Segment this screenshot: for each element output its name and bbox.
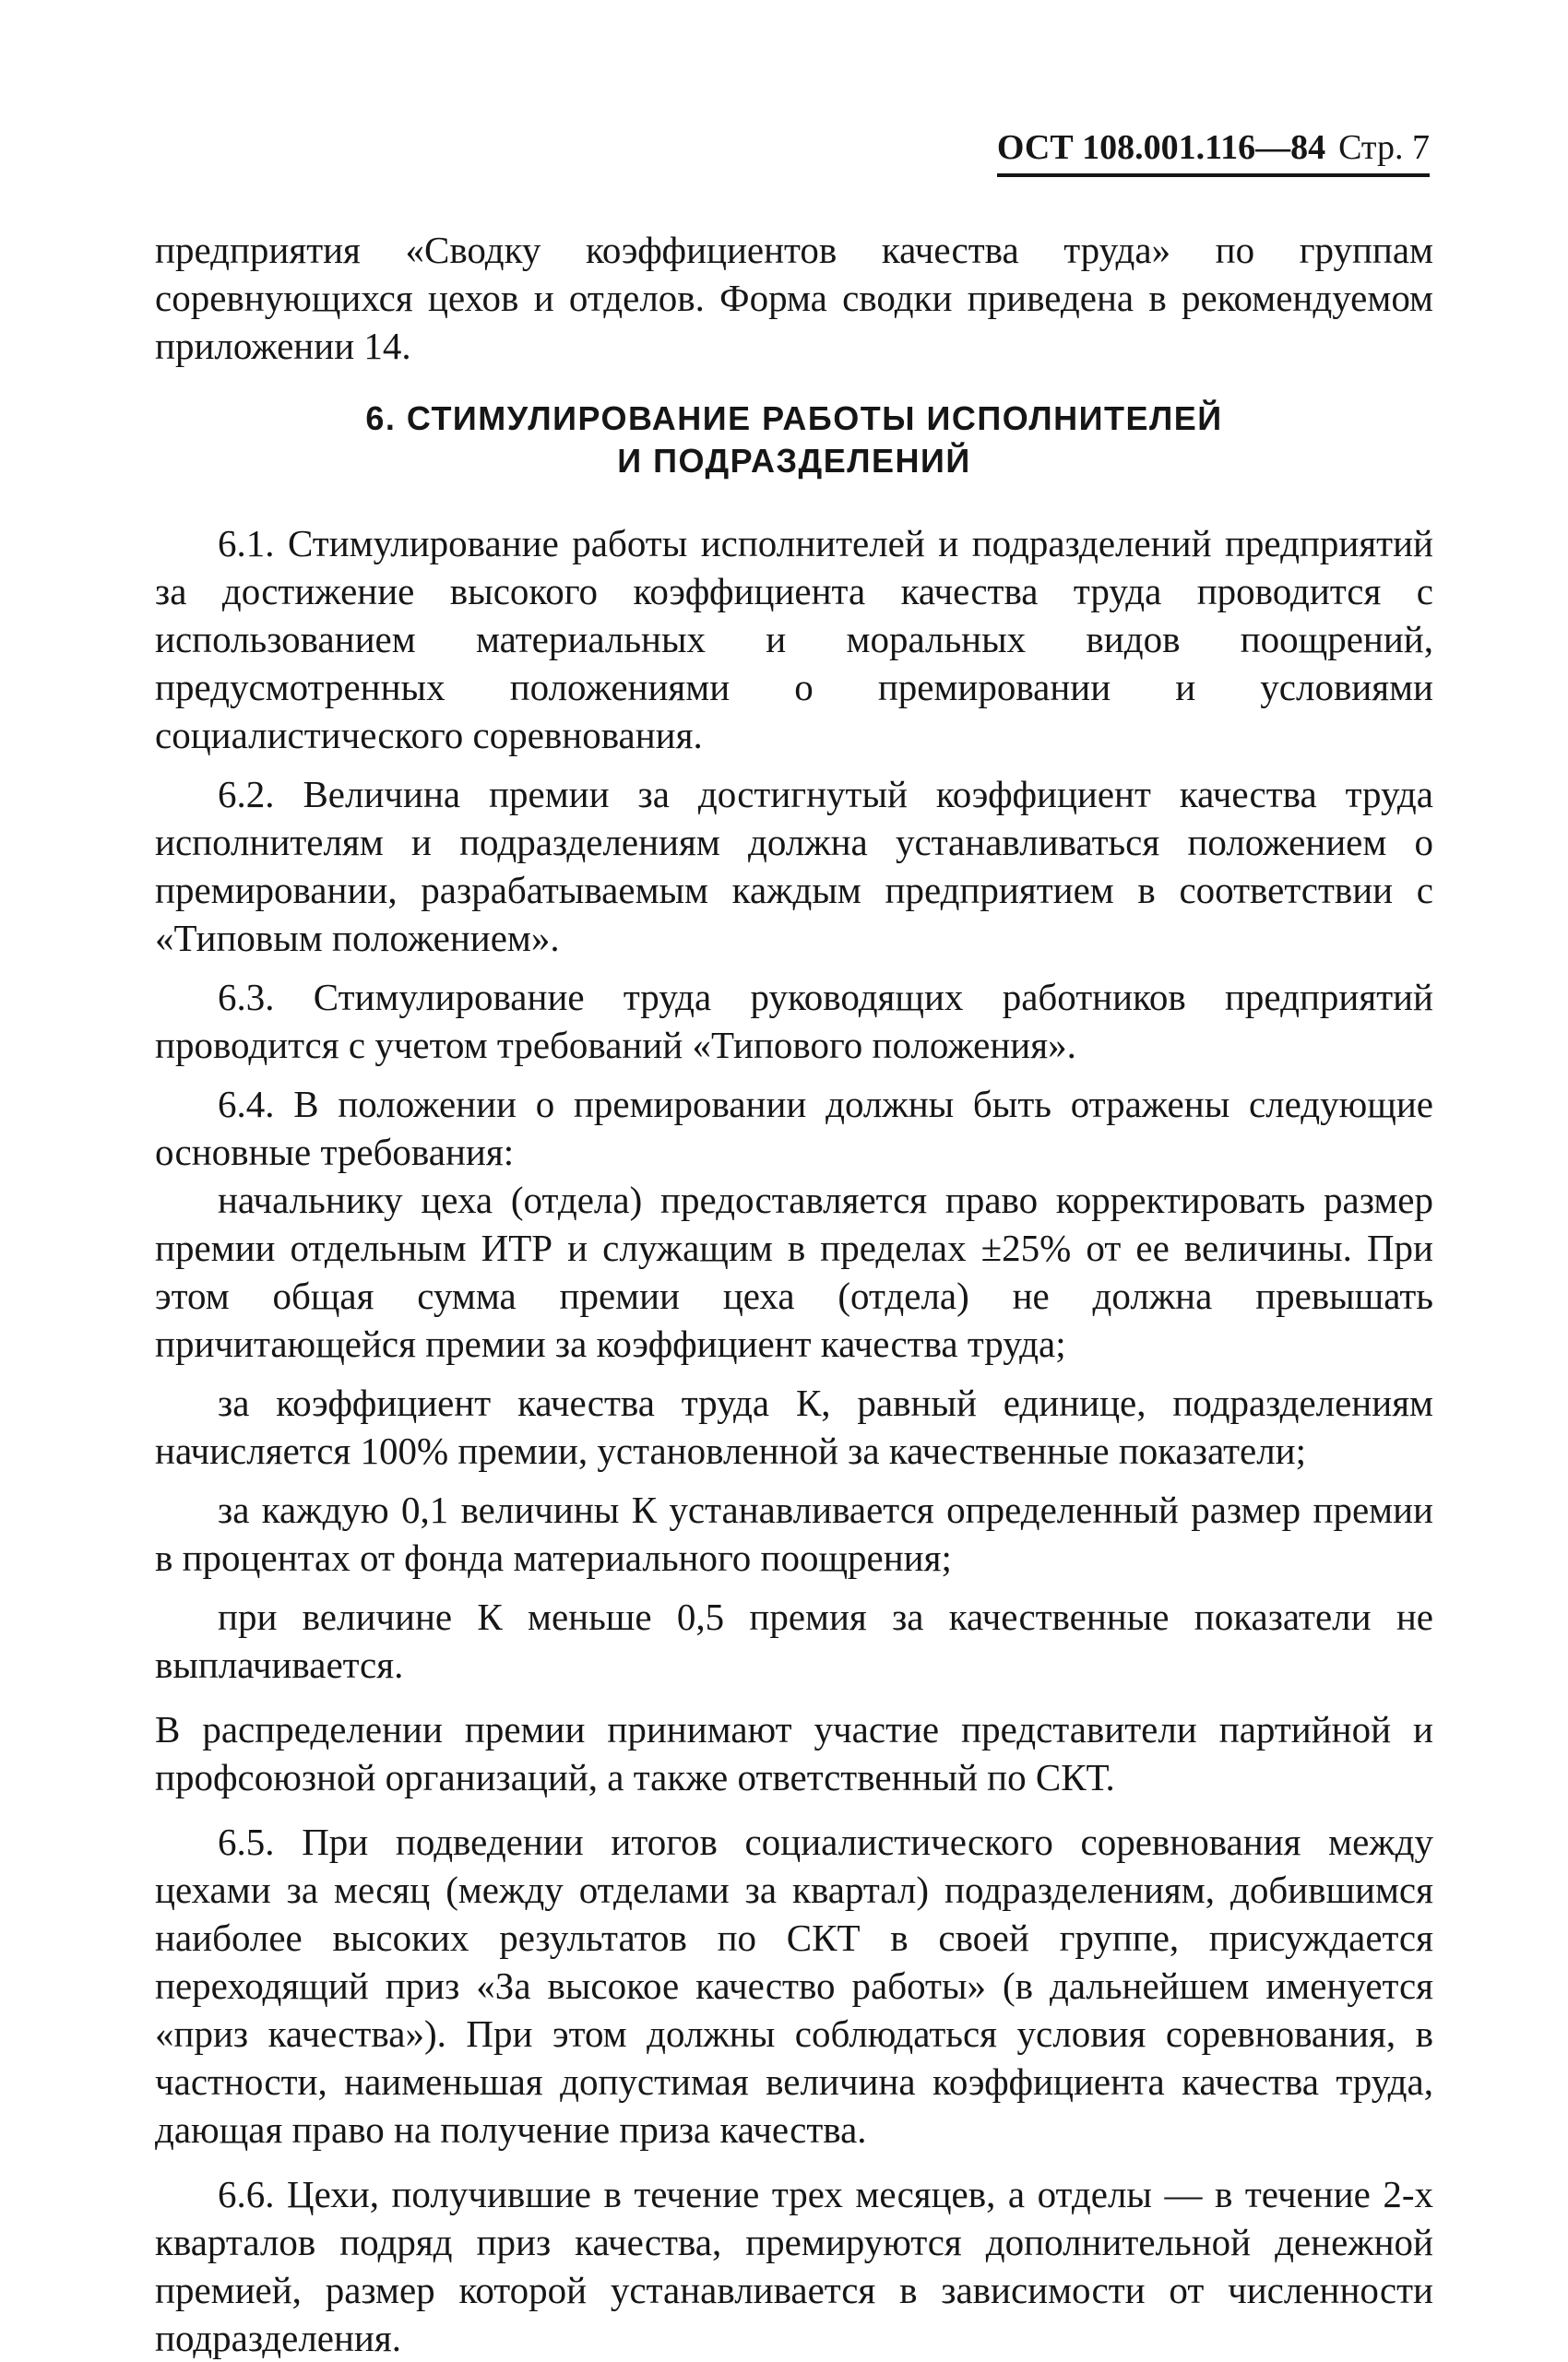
paragraph-6-5: 6.5. При подведении итогов социалистического соревнования между цехами за месяц (между отделами за квартал) подразделениям, добившимся наиболее высоких результатов по СКТ в своей группе, присуждается переходящий приз «За высокое качество работы» (в дальнейшем именуется «приз качества»). При этом должны соблюдаться условия соревнования, в частности, наименьшая допустимая величина коэффициента качества труда, дающая право на получение приза качества. [155,1821,1433,2151]
page-header [997,127,1430,168]
paragraph-6-4-distribution: В распределении премии принимают участие представители партийной и профсоюзной организаций, а также ответственный по СКТ. [155,1708,1433,1798]
paragraph-6-4-item-c: за каждую 0,1 величины К устанавливается определенный размер премии в процентах от фонда материального поощрения; [155,1489,1433,1579]
paragraph-6-4: 6.4. В положении о премировании должны быть отражены следующие основные требования: [155,1083,1433,1173]
paragraph-6-3: 6.3. Стимулирование труда руководящих работников предприятий проводится с учетом требований «Типового положения». [155,976,1433,1066]
paragraph-6-1: 6.1. Стимулирование работы исполнителей и подразделений предприятий за достижение высокого коэффициента качества труда проводится с использованием материальных и моральных видов поощрений, предусмотренных положениями о премировании и условиями социалистического соревнования. [155,522,1433,756]
paragraph-6-4-item-b: за коэффициент качества труда К, равный единице, подразделениям начисляется 100% премии, установленной за качественные показатели; [155,1382,1433,1472]
section-heading-line-1: 6. СТИМУЛИРОВАНИЕ РАБОТЫ ИСПОЛНИТЕЛЕЙ [365,399,1223,437]
paragraph-6-6: 6.6. Цехи, получившие в течение трех месяцев, а отделы — в течение 2-х кварталов подряд приз качества, премируются дополнительной денежной премией, размер которой устанавливается в зависимости от численности подразделения. [155,2173,1433,2359]
paragraph-6-2: 6.2. Величина премии за достигнутый коэффициент качества труда исполнителям и подразделениям должна устанавливаться положением о премировании, разрабатываемым каждым предприятием в соответствии с «Типовым положением». [155,773,1433,959]
section-heading-line-2: И ПОДРАЗДЕЛЕНИЙ [617,442,971,480]
section-heading [155,398,1433,482]
document-body [155,226,1433,2362]
standard-code: ОСТ 108.001.116—84 [996,128,1326,167]
paragraph-6-4-item-a: начальнику цеха (отдела) предоставляется право корректировать размер премии отдельным ИТР и служащим в пределах ±25% от ее величины. При этом общая сумма премии цеха (отдела) не должна превышать причитающейся премии за коэффициент качества труда; [155,1179,1433,1365]
page-number: Стр. 7 [1338,128,1430,167]
header-rule [997,173,1430,177]
intro-paragraph: предприятия «Сводку коэффициентов качества труда» по группам соревнующихся цехов и отделов. Форма сводки приведена в рекомендуемом приложении 14. [155,229,1433,367]
paragraph-6-4-item-d: при величине К меньше 0,5 премия за качественные показатели не выплачивается. [155,1596,1433,1686]
